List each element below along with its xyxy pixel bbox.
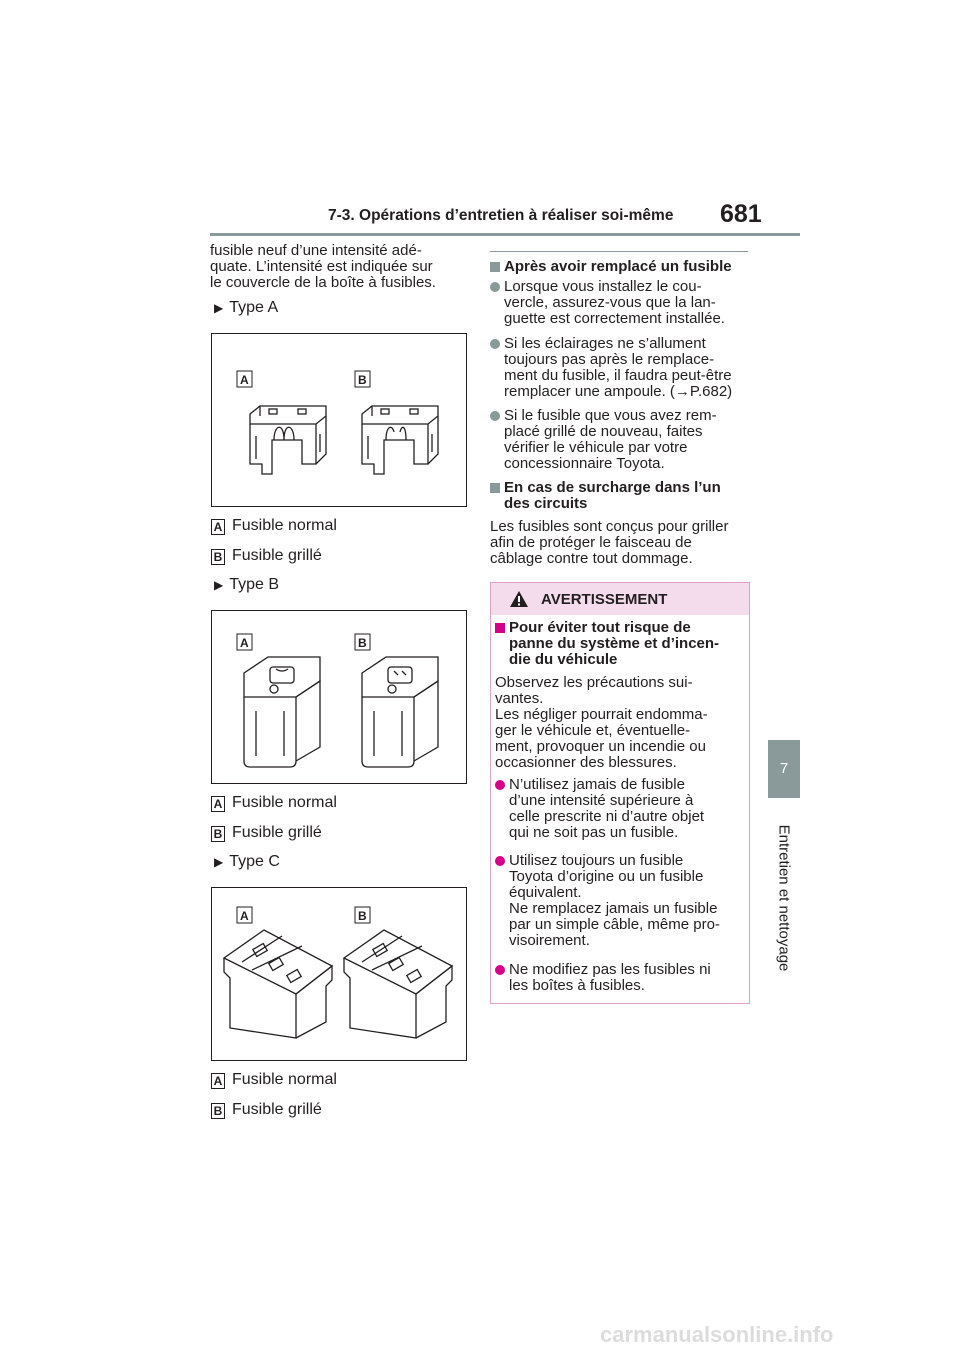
label-b: B (211, 549, 225, 565)
arrow-right-icon: ▶ (214, 578, 224, 592)
caption-a-3: A Fusible normal (211, 1071, 337, 1089)
square-bullet-icon (495, 623, 505, 633)
arrow-right-icon: ▶ (214, 301, 224, 315)
caption-b-3: B Fusible grillé (211, 1101, 322, 1119)
figure-type-a (211, 333, 467, 507)
intro-text: fusible neuf d’une intensité adé- quate. L’intensité est indiquée sur le couvercle de la boîte à fusibles. (210, 242, 436, 291)
caption-a-2: A Fusible normal (211, 794, 337, 812)
figure-type-b (211, 610, 467, 784)
svg-text:A: A (240, 636, 249, 650)
figure-type-c (211, 887, 467, 1061)
fuse-type-c-illustration (212, 888, 466, 1060)
warning-header (491, 583, 749, 615)
svg-text:B: B (358, 909, 367, 923)
section-title: 7-3. Opérations d’entretien à réaliser soi-même (328, 207, 674, 224)
label-a: A (211, 796, 225, 812)
warning-triangle-icon (509, 590, 529, 608)
fuse-type-a-illustration (212, 334, 466, 506)
svg-text:B: B (358, 636, 367, 650)
type-b-heading: ▶ Type B (214, 576, 280, 593)
circle-bullet-icon (495, 856, 505, 866)
label-a: A (211, 1073, 225, 1089)
header-rule (210, 233, 800, 236)
svg-text:B: B (358, 373, 367, 387)
overload-text: Les fusibles sont conçus pour griller afin de protéger le faisceau de câblage contre tout dommage. (490, 518, 729, 567)
circle-bullet-icon (495, 780, 505, 790)
caption-a-1: A Fusible normal (211, 517, 337, 535)
circle-bullet-icon (490, 411, 500, 421)
section-rule (490, 251, 748, 252)
circle-bullet-icon (490, 339, 500, 349)
square-bullet-icon (490, 483, 500, 493)
chapter-side-title: Entretien et nettoyage (775, 824, 793, 972)
square-bullet-icon (490, 262, 500, 272)
arrow-right-icon: ▶ (214, 855, 224, 869)
caption-b-2: B Fusible grillé (211, 824, 322, 842)
watermark[interactable]: carmanualsonline.info (600, 1322, 834, 1347)
circle-bullet-icon (490, 282, 500, 292)
warning-title: AVERTISSEMENT (541, 591, 668, 608)
label-b: B (211, 826, 225, 842)
warning-intro: Observez les précautions sui- vantes. Les négliger pourrait endomma- ger le véhicule et, éventuelle- ment, provoquer un incendie ou occasionner des blessures. (495, 674, 708, 771)
svg-text:A: A (240, 909, 249, 923)
type-c-heading: ▶ Type C (214, 853, 280, 870)
circle-bullet-icon (495, 965, 505, 975)
label-a: A (211, 519, 225, 535)
page-number: 681 (720, 200, 762, 228)
label-b: B (211, 1103, 225, 1119)
chapter-tab: 7 (768, 740, 800, 798)
svg-text:A: A (240, 373, 249, 387)
type-a-heading: ▶ Type A (214, 299, 279, 316)
fuse-type-b-illustration (212, 611, 466, 783)
caption-b-1: B Fusible grillé (211, 547, 322, 565)
